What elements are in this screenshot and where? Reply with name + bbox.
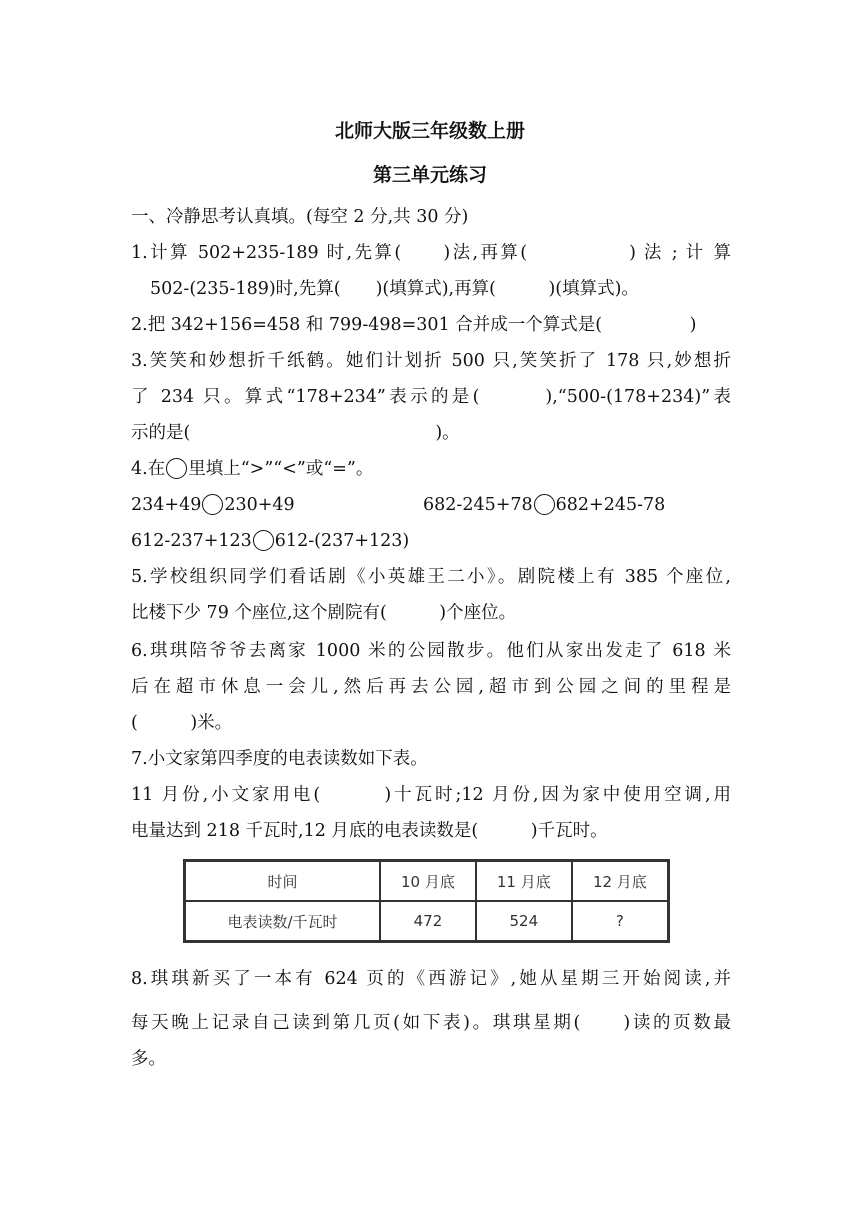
- meter-reading-table: [183, 859, 670, 943]
- table-header-cell: 12 月底: [572, 861, 669, 902]
- table-cell: 524: [476, 901, 572, 942]
- question-4-suffix: 里填上“>”“<”或“=”。: [188, 459, 374, 479]
- table-header-row: [185, 861, 669, 902]
- expression: 682+245-78: [555, 495, 666, 515]
- worksheet-title: 北师大版三年级数上册: [334, 120, 525, 142]
- table-header-cell: 时间: [185, 861, 381, 902]
- question-5-line-1: 5.学校组织同学们看话剧《小英雄王二小》。剧院楼上有 385 个座位,: [131, 567, 731, 587]
- question-6-line-3: ( )米。: [131, 713, 233, 733]
- compare-circle-2[interactable]: [534, 494, 555, 515]
- question-8-line-1: 8.琪琪新买了一本有 624 页的《西游记》,她从星期三开始阅读,并: [131, 969, 731, 989]
- question-6-line-1: 6.琪琪陪爷爷去离家 1000 米的公园散步。他们从家出发走了 618 米: [131, 641, 731, 661]
- expression: 230+49: [224, 495, 295, 515]
- question-7-line-2: 11 月份,小文家用电( )十瓦时;12 月份,因为家中使用空调,用: [131, 785, 731, 805]
- expression: 612-237+123: [131, 531, 252, 551]
- answer-circle-icon: [166, 458, 187, 479]
- table-cell: 电表读数/千瓦时: [185, 901, 381, 942]
- section-heading: 一、冷静思考认真填。(每空 2 分,共 30 分): [131, 207, 469, 227]
- question-7-line-3: 电量达到 218 千瓦时,12 月底的电表读数是( )千瓦时。: [131, 821, 608, 841]
- question-1-line-1: 1.计算 502+235-189 时,先算( )法,再算( ) 法 ; 计 算: [131, 243, 731, 263]
- table-cell: ?: [572, 901, 669, 942]
- question-7-line-1: 7.小文家第四季度的电表读数如下表。: [131, 749, 428, 769]
- question-4-prefix: 4.在: [131, 459, 166, 479]
- table-row: [185, 901, 669, 942]
- question-8-line-2: 每天晚上记录自己读到第几页(如下表)。琪琪星期( )读的页数最: [131, 1013, 731, 1033]
- question-5-line-2: 比楼下少 79 个座位,这个剧院有( )个座位。: [131, 603, 517, 623]
- question-2-line-1: 2.把 342+156=458 和 799-498=301 合并成一个算式是( ): [131, 315, 697, 335]
- question-6-line-2: 后在超市休息一会儿,然后再去公园,超市到公园之间的里程是: [131, 677, 731, 697]
- compare-circle-3[interactable]: [253, 530, 274, 551]
- comparison-row-2: [131, 530, 731, 552]
- table-cell: 472: [380, 901, 476, 942]
- table-header-cell: 11 月底: [476, 861, 572, 902]
- expression: 612-(237+123): [274, 531, 410, 551]
- expression: 682-245+78: [423, 495, 533, 515]
- table-header-cell: 10 月底: [380, 861, 476, 902]
- question-3-line-3: 示的是( )。: [131, 423, 460, 443]
- question-3-line-2: 了 234 只。算式“178+234”表示的是( ),“500-(178+234)”表: [131, 387, 731, 407]
- unit-subtitle: 第三单元练习: [372, 164, 487, 186]
- expression: 234+49: [131, 495, 202, 515]
- compare-circle-1[interactable]: [202, 494, 223, 515]
- comparison-row-1-right: [423, 494, 723, 516]
- question-4-line-1: [131, 458, 731, 480]
- question-8-line-3: 多。: [131, 1049, 166, 1069]
- question-1-line-2: 502-(235-189)时,先算( )(填算式),再算( )(填算式)。: [150, 279, 639, 299]
- question-3-line-1: 3.笑笑和妙想折千纸鹤。她们计划折 500 只,笑笑折了 178 只,妙想折: [131, 351, 731, 371]
